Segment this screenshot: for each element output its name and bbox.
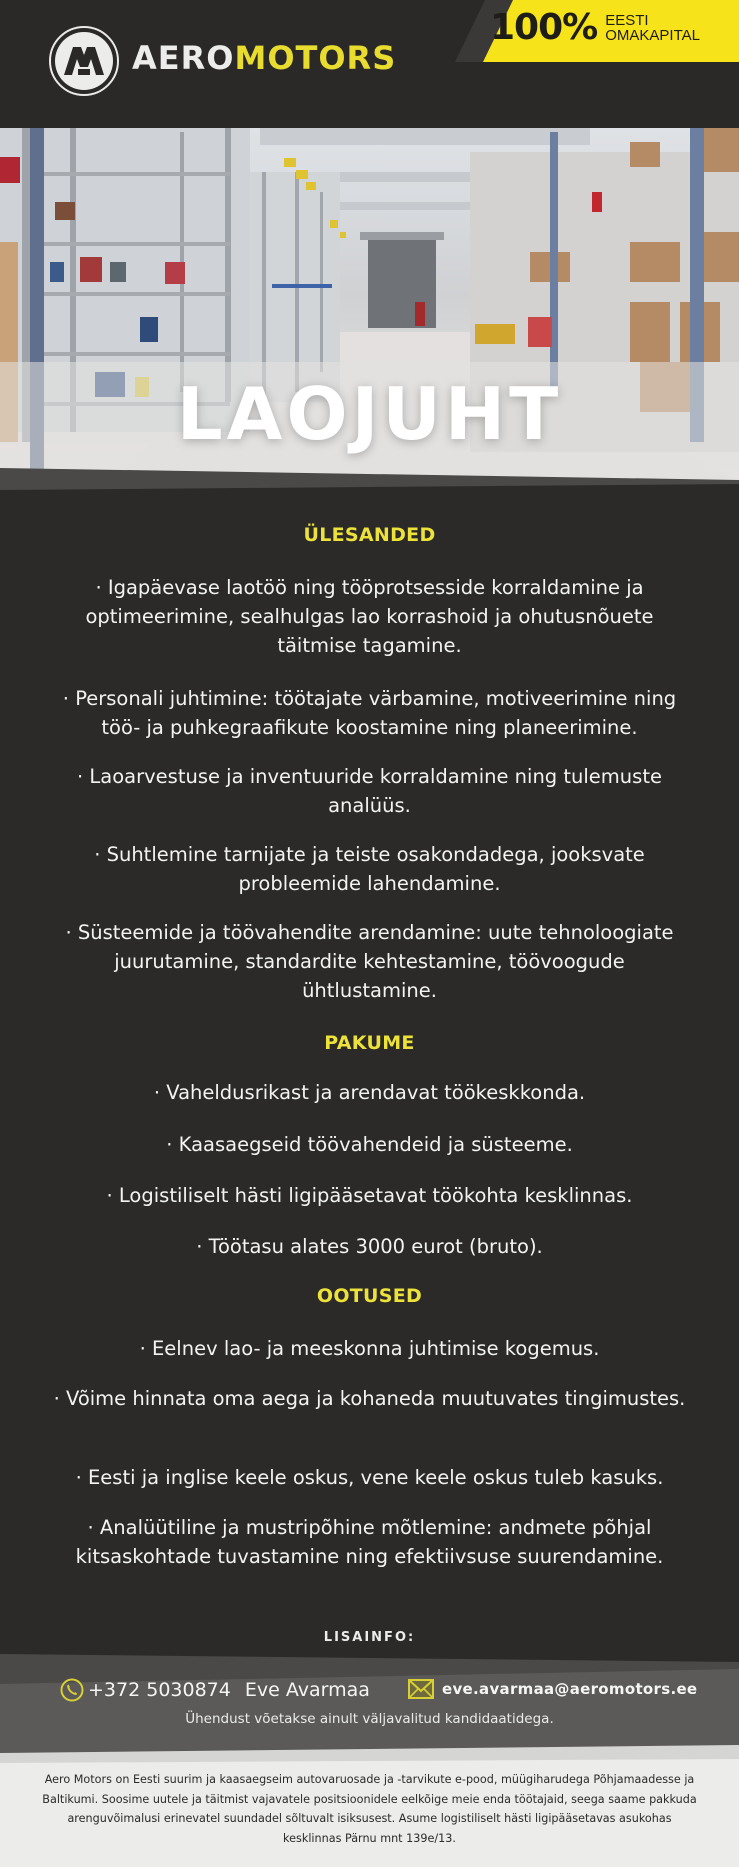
list-item: · Suhtlemine tarnijate ja teiste osakondadega, jooksvate probleemide lahendamine. (94, 843, 645, 895)
phone-contact[interactable] (60, 1678, 370, 1702)
list-item: · Laoarvestuse ja inventuuride korraldamine ning tulemuste analüüs. (77, 765, 662, 817)
brand-aero: AERO (132, 39, 235, 77)
job-title: LAOJUHT (176, 372, 563, 456)
list-item: · Personali juhtimine: töötajate värbamine, motiveerimine ning töö- ja puhkegraafikute koostamine ning planeerimine. (62, 687, 677, 739)
aeromotors-m-logo-icon (64, 45, 104, 75)
section-title: PAKUME (324, 1032, 415, 1054)
brand-logo[interactable] (49, 26, 119, 96)
banner-label: EESTI OMAKAPITAL (605, 12, 700, 44)
list-item: · Logistiliselt hästi ligipääsetavat töökohta kesklinnas. (106, 1184, 633, 1207)
company-description: Aero Motors on Eesti suurim ja kaasaegseim autovaruosade ja -tarvikute e-pood, müügiharudega Põhjamaadesse ja Baltikumi. Soosime uutele ja täitmist vajavatele positsioonidele eelkõige meie enda töötajaid, seega saame pakkuda arenguvõimalusi erinevatel suundadel sõltuvalt isiksusest. Asume logistiliselt hästi ligipääsetavas asukohas kesklinnas Pärnu mnt 139e/13. (42, 1773, 697, 1845)
mail-icon (408, 1679, 434, 1699)
list-item: · Kaasaegseid töövahendeid ja süsteeme. (166, 1133, 573, 1156)
section-title: OOTUSED (316, 1285, 423, 1307)
equity-banner (490, 7, 700, 48)
contact-name: Eve Avarmaa (244, 1679, 370, 1701)
phone-number[interactable]: +372 5030874 (88, 1679, 231, 1701)
email-contact[interactable] (408, 1679, 697, 1699)
phone-icon (60, 1678, 84, 1702)
list-item: · Töötasu alates 3000 eurot (bruto). (196, 1235, 543, 1258)
contact-note: Ühendust võetakse ainult väljavalitud kandidaatidega. (185, 1711, 554, 1727)
contact-heading: LISAINFO: (323, 1630, 416, 1645)
list-item: · Vaheldusrikast ja arendavat töökeskkonda. (153, 1081, 586, 1104)
list-item: · Võime hinnata oma aega ja kohaneda muutuvates tingimustes. (53, 1387, 686, 1410)
contact-row (0, 1678, 739, 1708)
banner-percent: 100% (490, 7, 598, 48)
hero-bottom-edge (0, 468, 739, 508)
brand-wordmark (132, 39, 397, 77)
email-address[interactable]: eve.avarmaa@aeromotors.ee (442, 1680, 698, 1698)
list-item: · Igapäevase laotöö ning tööprotsesside korraldamine ja optimeerimine, sealhulgas lao korrashoid ja ohutusnõuete täitmise tagamine. (85, 576, 654, 657)
list-item: · Süsteemide ja töövahendite arendamine: uute tehnoloogiate juurutamine, standardite kehtestamine, töövoogude ühtlustamine. (65, 921, 674, 1002)
list-item: · Eelnev lao- ja meeskonna juhtimise kogemus. (139, 1337, 600, 1360)
section-title: ÜLESANDED (303, 524, 436, 546)
list-item: · Analüütiline ja mustripõhine mõtlemine: andmete põhjal kitsaskohtade tuvastamine ning efektiivsuse suurendamine. (75, 1516, 664, 1568)
brand-motors: MOTORS (234, 39, 397, 77)
list-item: · Eesti ja inglise keele oskus, vene keele oskus tuleb kasuks. (75, 1466, 664, 1489)
